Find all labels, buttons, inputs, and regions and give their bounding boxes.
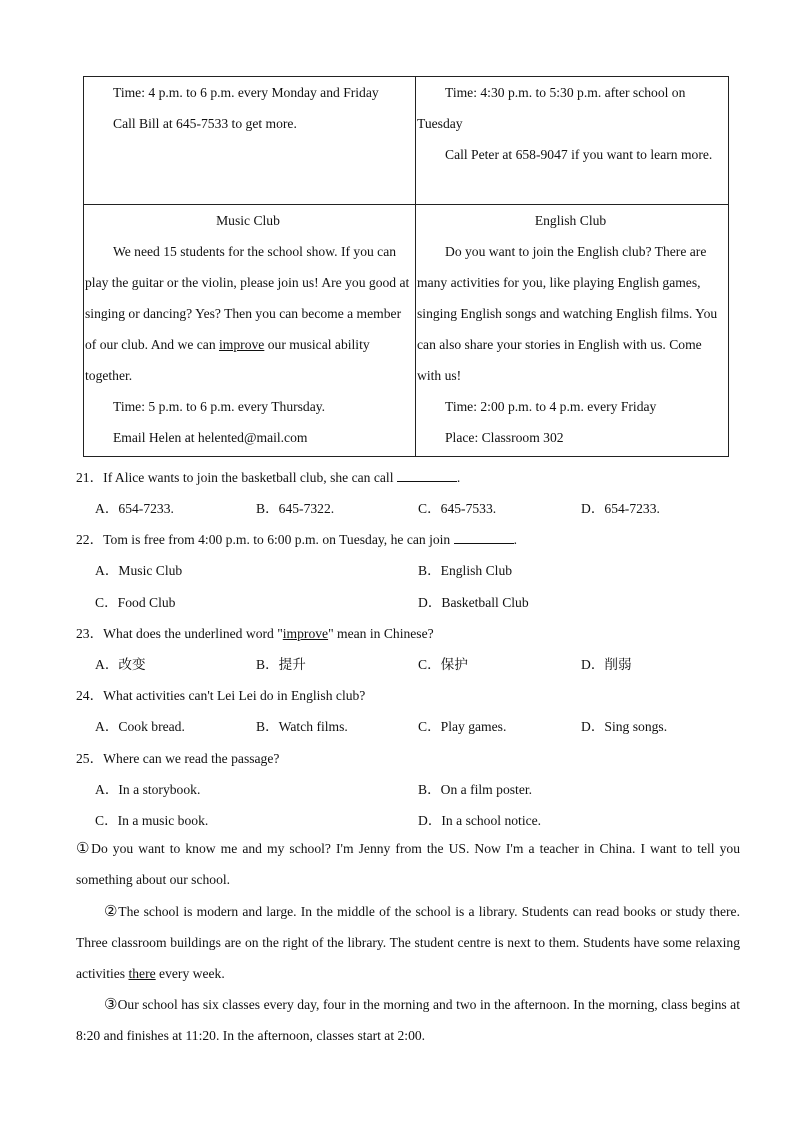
music-time: Time: 5 p.m. to 6 p.m. every Thursday. xyxy=(113,399,326,414)
q22-option-a[interactable]: A．Music Club xyxy=(95,563,183,578)
q23-option-d[interactable]: D．削弱 xyxy=(581,657,632,672)
passage-paragraph-2: ②The school is modern and large. In the middle of the school is a library. Students can read books or study there. Three classroom buildings are on the right of the library. The student centre is next to them. Students have some relaxing activities there every week. xyxy=(76,902,740,981)
question-25: 25．Where can we read the passage? xyxy=(76,751,280,766)
club-ads-table xyxy=(83,76,729,457)
underlined-word-improve: improve xyxy=(282,626,329,641)
answer-blank xyxy=(397,469,457,482)
table-row xyxy=(84,205,729,457)
english-club-title: English Club xyxy=(534,213,607,228)
paragraph-marker: ① xyxy=(76,839,92,857)
question-22: 22．Tom is free from 4:00 p.m. to 6:00 p.m. on Tuesday, he can join . xyxy=(76,532,518,547)
basketball-club-cell xyxy=(84,77,416,205)
music-email: Email Helen at helented@mail.com xyxy=(113,430,308,445)
q24-option-d[interactable]: D．Sing songs. xyxy=(581,719,668,734)
food-contact: Call Peter at 658-9047 if you want to learn more. xyxy=(445,147,713,162)
q21-option-c[interactable]: C．645-7533. xyxy=(418,501,497,516)
question-24: 24．What activities can't Lei Lei do in English club? xyxy=(76,688,366,703)
paragraph-marker: ③ xyxy=(104,995,118,1013)
q25-option-b[interactable]: B．On a film poster. xyxy=(418,782,533,797)
table-row xyxy=(84,77,729,205)
q21-option-a[interactable]: A．654-7233. xyxy=(95,501,174,516)
q22-option-b[interactable]: B．English Club xyxy=(418,563,513,578)
english-time: Time: 2:00 p.m. to 4 p.m. every Friday xyxy=(445,399,657,414)
underlined-word-there: there xyxy=(128,966,156,981)
basketball-contact: Call Bill at 645-7533 to get more. xyxy=(113,116,297,131)
english-club-cell xyxy=(416,205,729,457)
paragraph-marker: ② xyxy=(104,902,119,920)
q24-option-b[interactable]: B．Watch films. xyxy=(256,719,348,734)
answer-blank xyxy=(454,531,514,544)
passage-paragraph-1: ①Do you want to know me and my school? I'm Jenny from the US. Now I'm a teacher in China. I want to tell you something about our school. xyxy=(76,839,740,887)
question-21: 21．If Alice wants to join the basketball club, she can call . xyxy=(76,470,461,485)
q23-option-a[interactable]: A．改变 xyxy=(95,657,146,672)
music-club-body: We need 15 students for the school show. If you can play the guitar or the violin, please join us! Are you good at singing or dancing? Yes? Then you can become a member of our club. And we can improve our musical ability together. xyxy=(85,244,410,383)
music-club-title: Music Club xyxy=(216,213,280,228)
q22-option-c[interactable]: C．Food Club xyxy=(95,595,176,610)
passage-paragraph-3: ③Our school has six classes every day, four in the morning and two in the afternoon. In the morning, class begins at 8:20 and finishes at 11:20. In the afternoon, classes start at 2:00. xyxy=(76,995,740,1043)
q21-option-b[interactable]: B．645-7322. xyxy=(256,501,335,516)
english-place: Place: Classroom 302 xyxy=(445,430,564,445)
q21-option-d[interactable]: D．654-7233. xyxy=(581,501,660,516)
food-club-cell xyxy=(416,77,729,205)
q25-option-c[interactable]: C．In a music book. xyxy=(95,813,209,828)
q23-option-b[interactable]: B．提升 xyxy=(256,657,306,672)
food-time: Time: 4:30 p.m. to 5:30 p.m. after school on Tuesday xyxy=(417,85,686,131)
question-23: 23．What does the underlined word "improve" mean in Chinese? xyxy=(76,626,434,641)
q24-option-a[interactable]: A．Cook bread. xyxy=(95,719,185,734)
underlined-word-improve: improve xyxy=(219,337,265,352)
q25-option-d[interactable]: D．In a school notice. xyxy=(418,813,542,828)
basketball-time: Time: 4 p.m. to 6 p.m. every Monday and Friday xyxy=(113,85,379,100)
q25-option-a[interactable]: A．In a storybook. xyxy=(95,782,201,797)
english-club-body: Do you want to join the English club? There are many activities for you, like playing English games, singing English songs and watching English films. You can also share your stories in English with us. Come with us! xyxy=(417,244,718,383)
q24-option-c[interactable]: C．Play games. xyxy=(418,719,507,734)
music-club-cell xyxy=(84,205,416,457)
q23-option-c[interactable]: C．保护 xyxy=(418,657,468,672)
q22-option-d[interactable]: D．Basketball Club xyxy=(418,595,529,610)
